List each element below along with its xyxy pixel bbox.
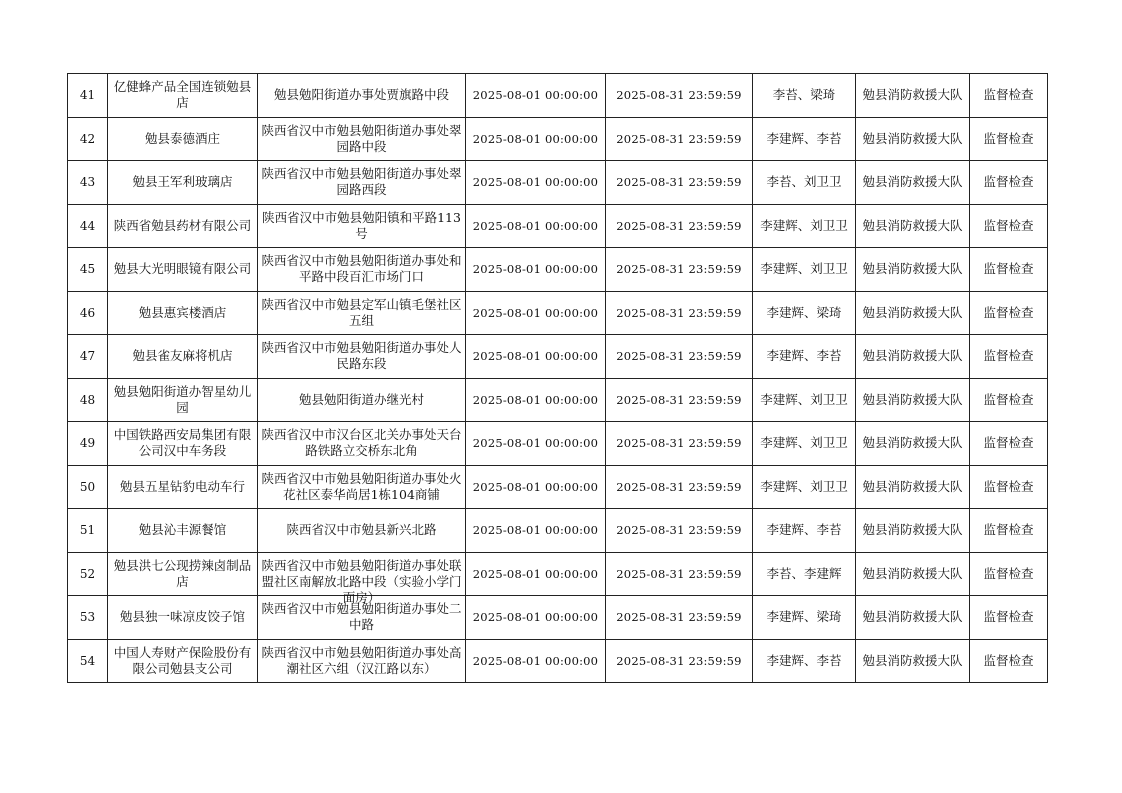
- inspectors: 李建辉、刘卫卫: [753, 422, 856, 466]
- inspecting-unit: 勉县消防救援大队: [856, 161, 970, 205]
- inspecting-unit: 勉县消防救援大队: [856, 509, 970, 553]
- inspecting-unit: 勉县消防救援大队: [856, 117, 970, 161]
- unit-address: 陕西省汉中市勉县勉阳镇和平路113号: [258, 204, 466, 248]
- row-number: 50: [68, 465, 108, 509]
- start-time: 2025-08-01 00:00:00: [466, 422, 606, 466]
- row-number: 45: [68, 248, 108, 292]
- start-time: 2025-08-01 00:00:00: [466, 74, 606, 118]
- table-row: [68, 596, 1048, 640]
- start-time: 2025-08-01 00:00:00: [466, 204, 606, 248]
- table-row: [68, 161, 1048, 205]
- end-time: 2025-08-31 23:59:59: [606, 335, 753, 379]
- table-row: [68, 509, 1048, 553]
- end-time: 2025-08-31 23:59:59: [606, 639, 753, 683]
- unit-name: 勉县惠宾楼酒店: [108, 291, 258, 335]
- inspectors: 李建辉、李苔: [753, 509, 856, 553]
- inspection-type: 监督检查: [970, 378, 1048, 422]
- unit-address: 陕西省汉中市汉台区北关办事处天台路铁路立交桥东北角: [258, 422, 466, 466]
- start-time: 2025-08-01 00:00:00: [466, 378, 606, 422]
- inspectors: 李建辉、梁琦: [753, 596, 856, 640]
- inspection-type: 监督检查: [970, 596, 1048, 640]
- end-time: 2025-08-31 23:59:59: [606, 204, 753, 248]
- start-time: 2025-08-01 00:00:00: [466, 465, 606, 509]
- unit-address: 勉县勉阳街道办事处贾旗路中段: [258, 74, 466, 118]
- row-number: 43: [68, 161, 108, 205]
- row-number: 53: [68, 596, 108, 640]
- unit-name: 勉县王军利玻璃店: [108, 161, 258, 205]
- unit-address: 陕西省汉中市勉县新兴北路: [258, 509, 466, 553]
- inspecting-unit: 勉县消防救援大队: [856, 422, 970, 466]
- inspecting-unit: 勉县消防救援大队: [856, 291, 970, 335]
- inspectors: 李苔、李建辉: [753, 552, 856, 596]
- unit-name: 勉县五星钻豹电动车行: [108, 465, 258, 509]
- table-row: [68, 465, 1048, 509]
- end-time: 2025-08-31 23:59:59: [606, 74, 753, 118]
- unit-name: 勉县大光明眼镜有限公司: [108, 248, 258, 292]
- row-number: 41: [68, 74, 108, 118]
- inspecting-unit: 勉县消防救援大队: [856, 335, 970, 379]
- row-number: 51: [68, 509, 108, 553]
- inspection-type: 监督检查: [970, 204, 1048, 248]
- inspection-type: 监督检查: [970, 291, 1048, 335]
- end-time: 2025-08-31 23:59:59: [606, 248, 753, 292]
- inspectors: 李建辉、刘卫卫: [753, 204, 856, 248]
- table-row: [68, 335, 1048, 379]
- start-time: 2025-08-01 00:00:00: [466, 161, 606, 205]
- unit-name: 勉县泰德酒庄: [108, 117, 258, 161]
- unit-name: 亿健蜂产品全国连锁勉县店: [108, 74, 258, 118]
- inspectors: 李建辉、刘卫卫: [753, 378, 856, 422]
- inspectors: 李苔、刘卫卫: [753, 161, 856, 205]
- end-time: 2025-08-31 23:59:59: [606, 117, 753, 161]
- unit-address: 陕西省汉中市勉县勉阳街道办事处火花社区泰华尚居1栋104商铺: [258, 465, 466, 509]
- table-row: [68, 422, 1048, 466]
- inspectors: 李苔、梁琦: [753, 74, 856, 118]
- start-time: 2025-08-01 00:00:00: [466, 596, 606, 640]
- unit-address: 陕西省汉中市勉县勉阳街道办事处高潮社区六组（汉江路以东）: [258, 639, 466, 683]
- row-number: 42: [68, 117, 108, 161]
- inspectors: 李建辉、李苔: [753, 117, 856, 161]
- unit-address: 陕西省汉中市勉县勉阳街道办事处和平路中段百汇市场门口: [258, 248, 466, 292]
- inspection-type: 监督检查: [970, 639, 1048, 683]
- unit-address: 勉县勉阳街道办继光村: [258, 378, 466, 422]
- unit-name: 中国人寿财产保险股份有限公司勉县支公司: [108, 639, 258, 683]
- row-number: 46: [68, 291, 108, 335]
- unit-address: 陕西省汉中市勉县勉阳街道办事处翠园路西段: [258, 161, 466, 205]
- inspection-type: 监督检查: [970, 74, 1048, 118]
- row-number: 54: [68, 639, 108, 683]
- unit-address: 陕西省汉中市勉县勉阳街道办事处二中路: [258, 596, 466, 640]
- unit-name: 勉县独一味凉皮饺子馆: [108, 596, 258, 640]
- start-time: 2025-08-01 00:00:00: [466, 291, 606, 335]
- inspection-type: 监督检查: [970, 422, 1048, 466]
- table-row: [68, 639, 1048, 683]
- unit-address: 陕西省汉中市勉县勉阳街道办事处翠园路中段: [258, 117, 466, 161]
- unit-name: 勉县勉阳街道办智星幼儿园: [108, 378, 258, 422]
- inspectors: 李建辉、李苔: [753, 639, 856, 683]
- unit-name: 中国铁路西安局集团有限公司汉中车务段: [108, 422, 258, 466]
- inspection-type: 监督检查: [970, 117, 1048, 161]
- row-number: 49: [68, 422, 108, 466]
- end-time: 2025-08-31 23:59:59: [606, 422, 753, 466]
- end-time: 2025-08-31 23:59:59: [606, 552, 753, 596]
- inspection-type: 监督检查: [970, 248, 1048, 292]
- start-time: 2025-08-01 00:00:00: [466, 639, 606, 683]
- end-time: 2025-08-31 23:59:59: [606, 596, 753, 640]
- unit-name: 勉县雀友麻将机店: [108, 335, 258, 379]
- table-body: [68, 74, 1048, 683]
- end-time: 2025-08-31 23:59:59: [606, 161, 753, 205]
- unit-name: 勉县洪七公现捞辣卤制品店: [108, 552, 258, 596]
- inspecting-unit: 勉县消防救援大队: [856, 204, 970, 248]
- inspecting-unit: 勉县消防救援大队: [856, 248, 970, 292]
- end-time: 2025-08-31 23:59:59: [606, 509, 753, 553]
- table-row: [68, 74, 1048, 118]
- start-time: 2025-08-01 00:00:00: [466, 509, 606, 553]
- table-row: [68, 117, 1048, 161]
- start-time: 2025-08-01 00:00:00: [466, 335, 606, 379]
- table-row: [68, 291, 1048, 335]
- row-number: 44: [68, 204, 108, 248]
- table-row: [68, 248, 1048, 292]
- inspectors: 李建辉、李苔: [753, 335, 856, 379]
- table-row: [68, 204, 1048, 248]
- unit-address: 陕西省汉中市勉县勉阳街道办事处人民路东段: [258, 335, 466, 379]
- inspectors: 李建辉、刘卫卫: [753, 248, 856, 292]
- end-time: 2025-08-31 23:59:59: [606, 378, 753, 422]
- end-time: 2025-08-31 23:59:59: [606, 291, 753, 335]
- start-time: 2025-08-01 00:00:00: [466, 117, 606, 161]
- inspection-table: [67, 73, 1048, 683]
- inspecting-unit: 勉县消防救援大队: [856, 465, 970, 509]
- end-time: 2025-08-31 23:59:59: [606, 465, 753, 509]
- unit-address: 陕西省汉中市勉县定军山镇毛堡社区五组: [258, 291, 466, 335]
- inspectors: 李建辉、梁琦: [753, 291, 856, 335]
- row-number: 47: [68, 335, 108, 379]
- inspecting-unit: 勉县消防救援大队: [856, 596, 970, 640]
- row-number: 48: [68, 378, 108, 422]
- unit-name: 陕西省勉县药材有限公司: [108, 204, 258, 248]
- inspecting-unit: 勉县消防救援大队: [856, 378, 970, 422]
- inspecting-unit: 勉县消防救援大队: [856, 74, 970, 118]
- inspecting-unit: 勉县消防救援大队: [856, 552, 970, 596]
- inspection-type: 监督检查: [970, 335, 1048, 379]
- unit-address: 陕西省汉中市勉县勉阳街道办事处联盟社区南解放北路中段（实验小学门面房）: [258, 552, 466, 596]
- start-time: 2025-08-01 00:00:00: [466, 248, 606, 292]
- inspection-type: 监督检查: [970, 161, 1048, 205]
- start-time: 2025-08-01 00:00:00: [466, 552, 606, 596]
- unit-name: 勉县沁丰源餐馆: [108, 509, 258, 553]
- inspection-type: 监督检查: [970, 509, 1048, 553]
- row-number: 52: [68, 552, 108, 596]
- table-row: [68, 378, 1048, 422]
- inspectors: 李建辉、刘卫卫: [753, 465, 856, 509]
- inspection-type: 监督检查: [970, 552, 1048, 596]
- table-row: [68, 552, 1048, 596]
- inspection-type: 监督检查: [970, 465, 1048, 509]
- inspecting-unit: 勉县消防救援大队: [856, 639, 970, 683]
